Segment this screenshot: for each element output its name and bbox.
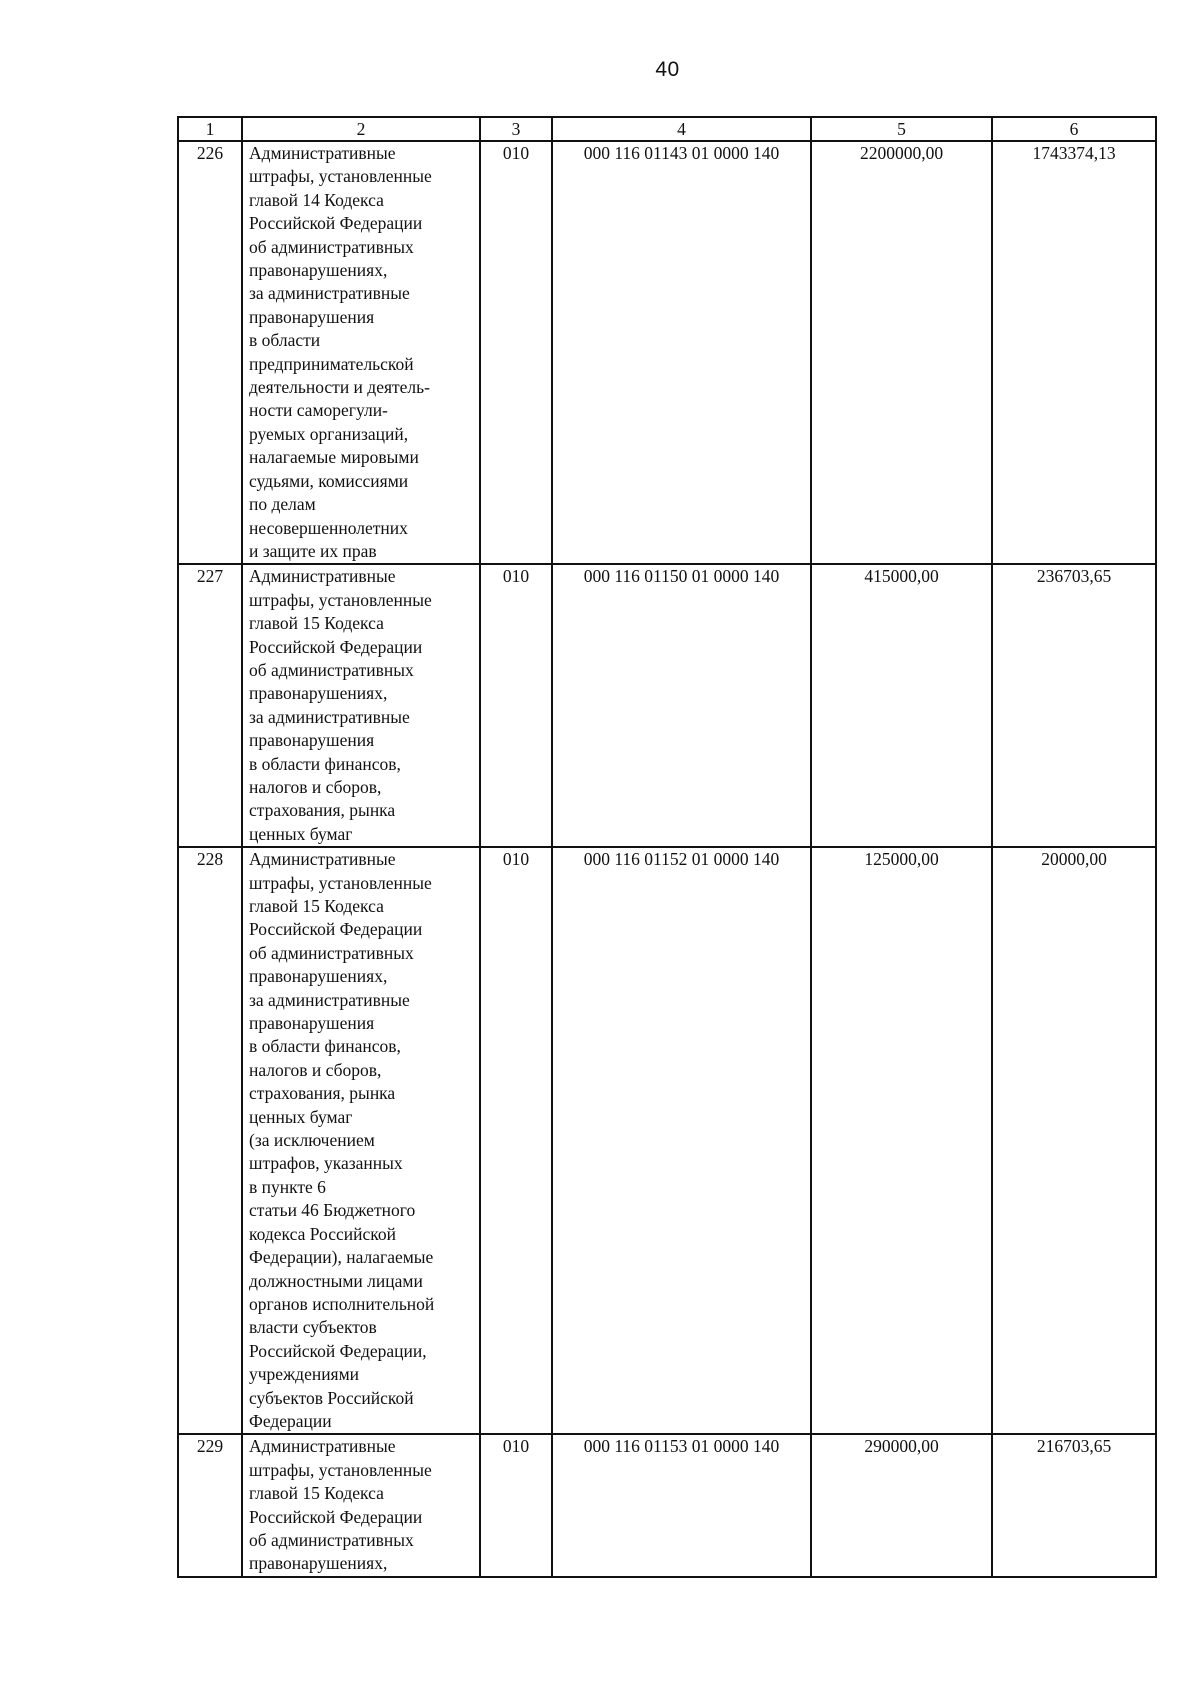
row-name-line: правонарушениях, (249, 260, 388, 281)
row-budget-code: 000 116 01150 01 0000 140 (552, 564, 811, 847)
row-name-line: судьями, комиссиями (249, 470, 409, 491)
row-name-line: штрафы, установленные (249, 1459, 432, 1480)
row-name-line: главой 14 Кодекса (249, 189, 384, 210)
row-name-line: статьи 46 Бюджетного (249, 1200, 416, 1221)
row-name-line: правонарушениях, (249, 966, 388, 987)
row-name-line: штрафы, установленные (249, 166, 432, 187)
row-name-line: в области финансов, (249, 1036, 401, 1057)
row-number: 226 (178, 141, 242, 564)
row-name-line: в области (249, 330, 321, 351)
row-name (242, 847, 480, 1434)
row-name-line: в пункте 6 (249, 1176, 326, 1197)
row-name-line: об административных (249, 659, 414, 680)
table-row (178, 1434, 1156, 1576)
row-name-line: страхования, рынка (249, 1083, 396, 1104)
row-budget-code: 000 116 01143 01 0000 140 (552, 141, 811, 564)
row-number: 228 (178, 847, 242, 1434)
row-name-line: Административные (249, 849, 396, 870)
row-name-line: руемых организаций, (249, 423, 409, 444)
column-number: 5 (811, 117, 992, 141)
row-name-line: правонарушения (249, 1013, 375, 1034)
row-budget-code: 000 116 01153 01 0000 140 (552, 1434, 811, 1576)
row-name-line: Административные (249, 566, 396, 587)
row-name-line: несовершеннолетних (249, 517, 408, 538)
row-name-line: Российской Федерации (249, 1506, 423, 1527)
row-admin-code: 010 (480, 564, 552, 847)
row-name-line: правонарушения (249, 730, 375, 751)
row-admin-code: 010 (480, 847, 552, 1434)
row-name-line: налогов и сборов, (249, 776, 382, 797)
column-number-row (178, 117, 1156, 141)
column-number: 4 (552, 117, 811, 141)
row-name-line: должностными лицами (249, 1270, 423, 1291)
row-name-line: учреждениями (249, 1364, 360, 1385)
row-fact-amount: 20000,00 (992, 847, 1156, 1434)
row-name-line: правонарушения (249, 306, 375, 327)
row-name-line: деятельности и деятель- (249, 377, 430, 398)
row-name (242, 1434, 480, 1576)
row-name-line: главой 15 Кодекса (249, 896, 384, 916)
row-name (242, 141, 480, 564)
row-plan-amount: 125000,00 (811, 847, 992, 1434)
row-name-line: и защите их прав (249, 540, 377, 561)
column-number: 2 (242, 117, 480, 141)
row-name-line: налогов и сборов, (249, 1059, 382, 1080)
row-name-line: главой 15 Кодекса (249, 613, 384, 634)
row-name-line: (за исключением (249, 1130, 375, 1151)
row-name-line: правонарушениях, (249, 1553, 388, 1574)
row-name-line: штрафы, установленные (249, 872, 432, 893)
row-name-line: штрафов, указанных (249, 1153, 403, 1174)
row-name-line: субъектов Российской (249, 1387, 414, 1408)
row-name-line: органов исполнительной (249, 1293, 435, 1314)
row-name-line: в области финансов, (249, 753, 401, 774)
row-number: 227 (178, 564, 242, 847)
row-name-line: страхования, рынка (249, 800, 396, 821)
row-name-line: власти субъектов (249, 1317, 377, 1338)
row-name-line: предпринимательской (249, 353, 414, 374)
column-number: 3 (480, 117, 552, 141)
table-row (178, 847, 1156, 1434)
row-name-line: Российской Федерации (249, 636, 423, 657)
row-name-line: об административных (249, 1529, 414, 1550)
page-number: 40 (655, 58, 680, 81)
row-name-line: ности саморегули- (249, 400, 388, 421)
column-number: 6 (992, 117, 1156, 141)
row-name-line: ценных бумаг (249, 1106, 353, 1127)
row-admin-code: 010 (480, 141, 552, 564)
row-name-line: за административные (249, 706, 410, 727)
row-fact-amount: 1743374,13 (992, 141, 1156, 564)
column-number: 1 (178, 117, 242, 141)
row-name-line: об административных (249, 942, 414, 963)
row-name-line: ценных бумаг (249, 823, 353, 844)
row-fact-amount: 236703,65 (992, 564, 1156, 847)
row-name-line: Российской Федерации (249, 213, 423, 234)
row-name-line: Федерации), налагаемые (249, 1247, 434, 1268)
row-name-line: Федерации (249, 1410, 332, 1431)
row-budget-code: 000 116 01152 01 0000 140 (552, 847, 811, 1434)
row-name-line: кодекса Российской (249, 1223, 396, 1244)
row-name-line: за административные (249, 283, 410, 304)
row-plan-amount: 290000,00 (811, 1434, 992, 1576)
row-name-line: Российской Федерации (249, 919, 423, 940)
table-row (178, 564, 1156, 847)
row-plan-amount: 2200000,00 (811, 141, 992, 564)
row-name-line: Административные (249, 143, 396, 163)
table-row (178, 141, 1156, 564)
row-admin-code: 010 (480, 1434, 552, 1576)
row-name (242, 564, 480, 847)
row-name-line: Российской Федерации, (249, 1340, 427, 1361)
row-name-line: об административных (249, 236, 414, 257)
row-name-line: штрафы, установленные (249, 589, 432, 610)
row-fact-amount: 216703,65 (992, 1434, 1156, 1576)
row-name-line: за административные (249, 989, 410, 1010)
row-name-line: правонарушениях, (249, 683, 388, 704)
row-plan-amount: 415000,00 (811, 564, 992, 847)
row-name-line: по делам (249, 494, 316, 515)
row-name-line: главой 15 Кодекса (249, 1483, 384, 1504)
row-name-line: налагаемые мировыми (249, 447, 419, 468)
row-number: 229 (178, 1434, 242, 1576)
budget-table (177, 116, 1157, 1578)
row-name-line: Административные (249, 1436, 396, 1457)
